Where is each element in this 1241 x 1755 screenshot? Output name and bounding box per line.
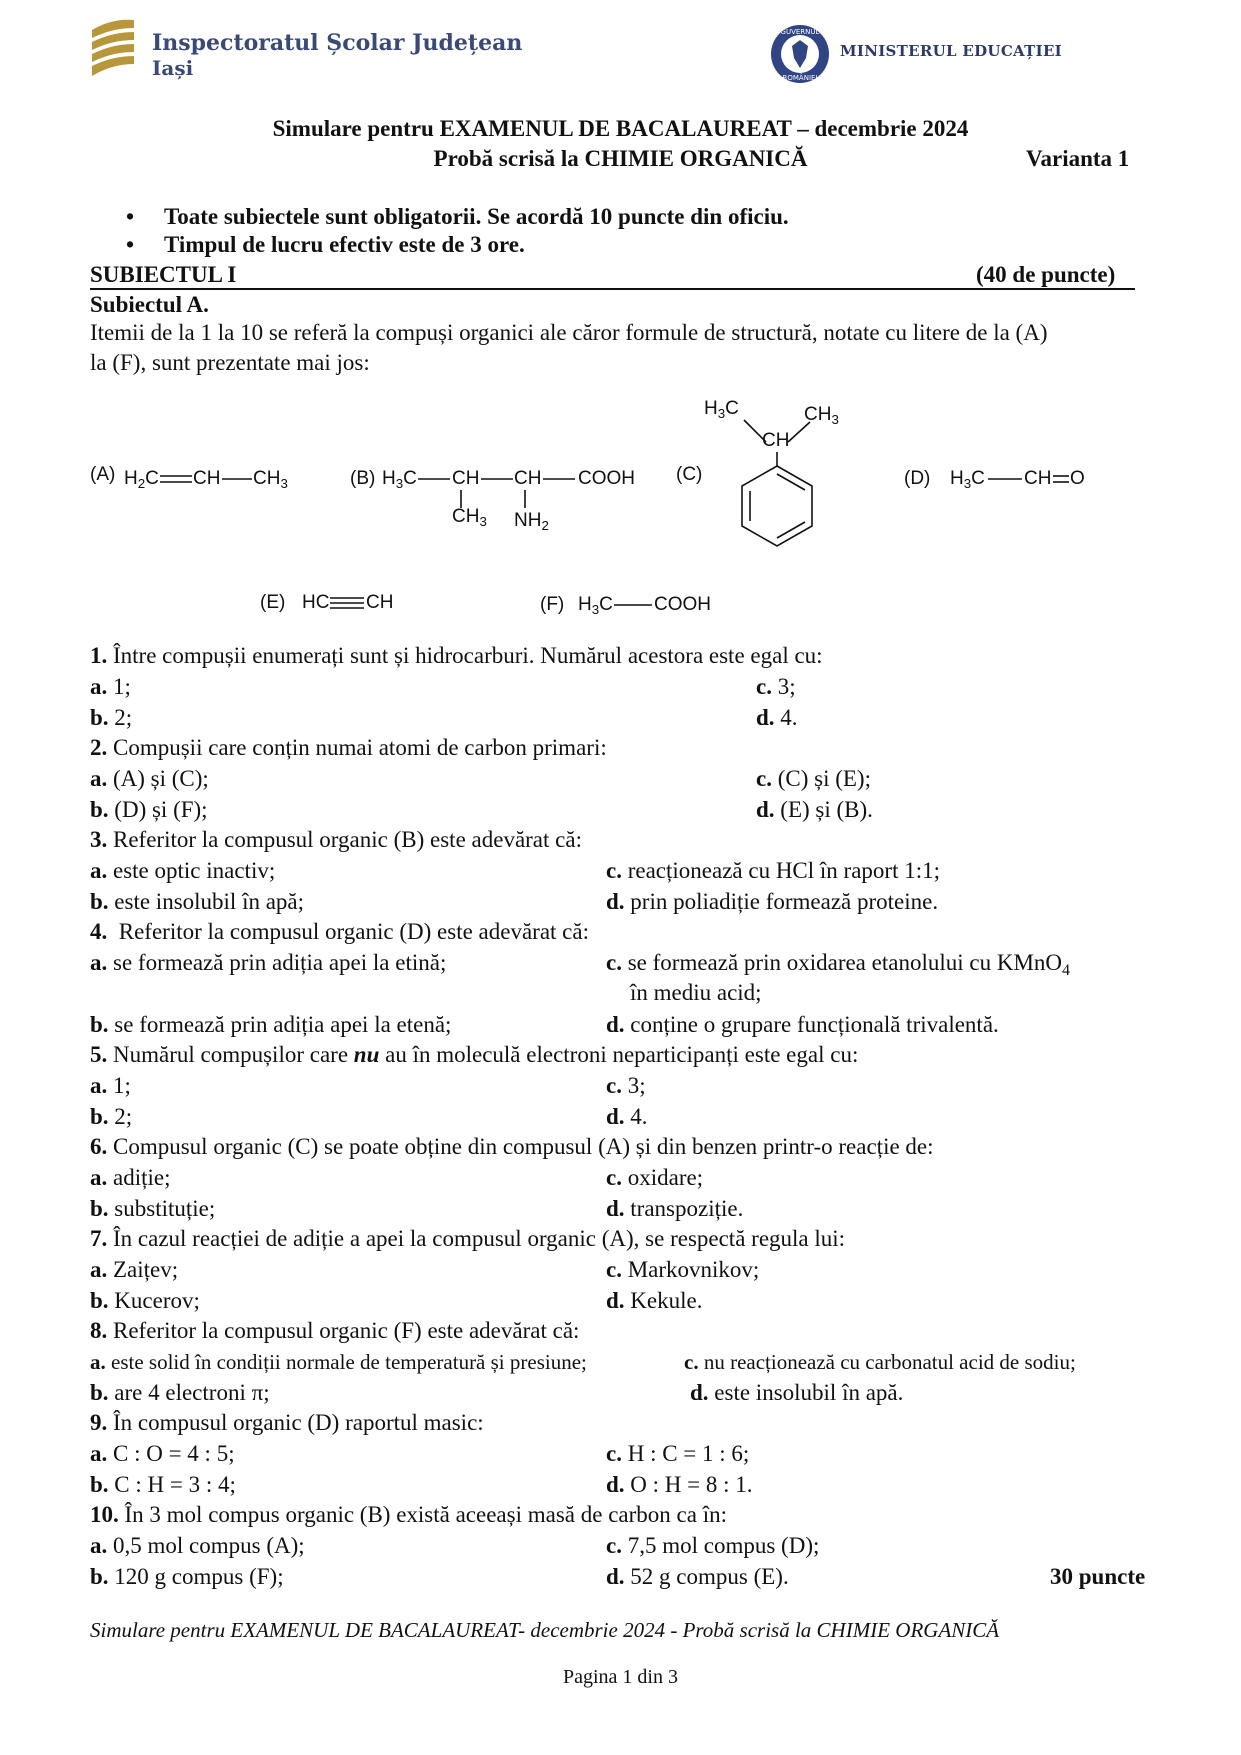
org-name: Inspectoratul Școlar Județean <box>152 30 523 56</box>
org-city: Iași <box>152 56 194 80</box>
ministry-name: MINISTERUL EDUCAȚIEI <box>840 42 1062 60</box>
rule-bullet: • <box>126 204 135 229</box>
isj-logo <box>88 16 136 80</box>
section-points: (40 de puncte) <box>976 262 1116 287</box>
section-underline <box>90 288 1135 290</box>
footer-text: Simulare pentru EXAMENUL DE BACALAUREAT- decembrie 2024 - Probă scrisă la CHIMIE ORGANICĂ <box>90 1618 1000 1642</box>
intro-text: la (F), sunt prezentate mai jos: <box>90 350 370 375</box>
svg-text:ROMÂNIEI: ROMÂNIEI <box>782 74 818 82</box>
exam-title: Simulare pentru EXAMENUL DE BACALAUREAT – decembrie 2024 <box>272 116 969 141</box>
rule-item: Toate subiectele sunt obligatorii. Se acordă 10 puncte din oficiu. <box>164 204 789 229</box>
page-number: Pagina 1 din 3 <box>563 1666 678 1688</box>
rule-item: Timpul de lucru efectiv este de 3 ore. <box>164 232 525 257</box>
svg-text:GUVERNUL: GUVERNUL <box>780 28 820 36</box>
exam-subtitle: Probă scrisă la CHIMIE ORGANICĂ <box>433 146 808 171</box>
subsection-title: Subiectul A. <box>90 292 209 317</box>
rule-bullet: • <box>126 232 135 257</box>
intro-text: Itemii de la 1 la 10 se referă la compuși organici ale căror formule de structură, notate cu litere de la (A) <box>90 320 1048 345</box>
score-label: 30 puncte <box>1050 1564 1146 1589</box>
government-seal <box>770 24 830 84</box>
variant-label: Varianta 1 <box>1026 146 1130 171</box>
section-title: SUBIECTUL I <box>90 262 237 287</box>
